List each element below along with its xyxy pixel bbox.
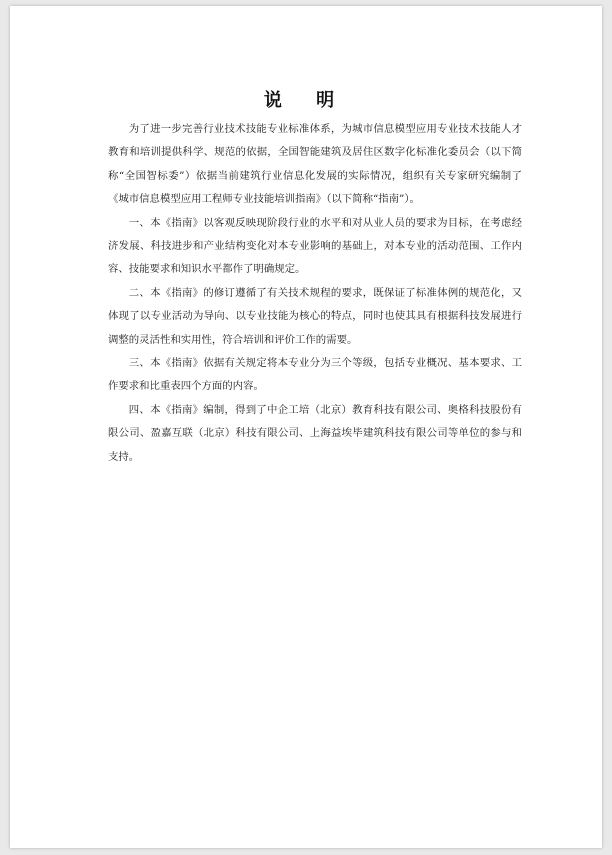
paragraph-4: 四、本《指南》编制，得到了中企工培（北京）教育科技有限公司、奥格科技股份有限公司、盈嘉互联（北京）科技有限公司、上海益埃毕建筑科技有限公司等单位的参与和支持。 <box>108 403 522 463</box>
intro-paragraph: 为了进一步完善行业技术技能专业标准体系，为城市信息模型应用专业技术技能人才教育和培训提供科学、规范的依据，全国智能建筑及居住区数字化标准化委员会（以下简称“全国智标委”）依据当前建筑行业信息化发展的实际情况，组织有关专家研究编制了《城市信息模型应用工程师专业技能培训指南》（以下简称“指南”）。 <box>108 123 522 206</box>
paragraph-1: 一、本《指南》以客观反映现阶段行业的水平和对从业人员的要求为目标，在考虑经济发展、科技进步和产业结构变化对本专业影响的基础上，对本专业的活动范围、工作内容、技能要求和知识水平都作了明确规定。 <box>108 216 522 276</box>
paragraph-3: 三、本《指南》依据有关规定将本专业分为三个等级，包括专业概况、基本要求、工作要求和比重表四个方面的内容。 <box>108 357 522 393</box>
document-body <box>108 118 522 469</box>
paragraph-2: 二、本《指南》的修订遵循了有关技术规程的要求，既保证了标准体例的规范化，又体现了以专业活动为导向、以专业技能为核心的特点，同时也使其具有根据科技发展进行调整的灵活性和实用性，符合培训和评价工作的需要。 <box>108 286 522 346</box>
page-title: 说 明 <box>263 90 349 111</box>
document-page <box>10 6 602 848</box>
